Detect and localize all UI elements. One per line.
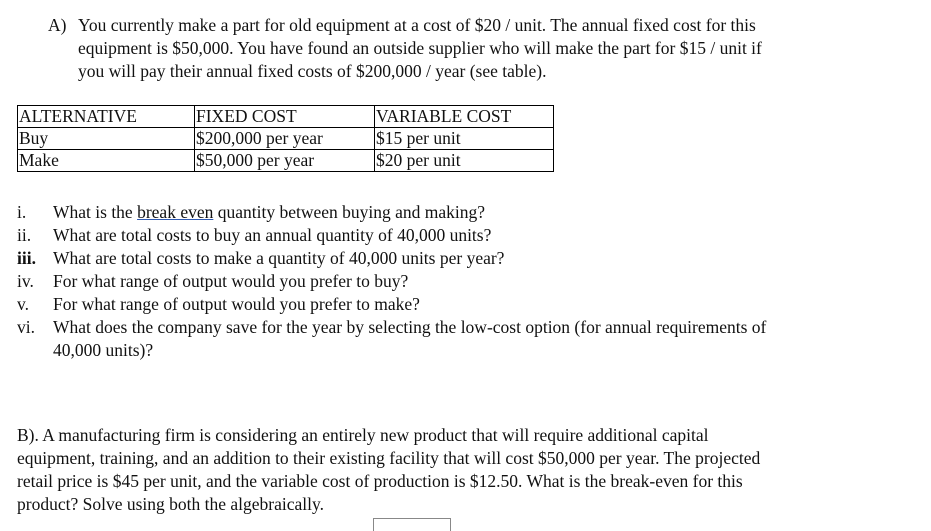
part-b-line-1: B). A manufacturing firm is considering an entirely new product that will require additional capital <box>17 425 709 445</box>
question-text: What are total costs to make a quantity of 40,000 units per year? <box>53 248 505 268</box>
cell-alternative: Buy <box>18 128 195 150</box>
question-text-cont: 40,000 units)? <box>53 340 154 360</box>
table-row <box>18 128 554 150</box>
question-text: For what range of output would you prefer to buy? <box>53 271 409 291</box>
question-text <box>53 201 485 224</box>
question-text: What are total costs to buy an annual quantity of 40,000 units? <box>53 225 492 245</box>
cost-table <box>17 105 554 172</box>
cell-alternative: Make <box>18 150 195 172</box>
header-variable-cost: VARIABLE COST <box>375 106 554 128</box>
cell-variable-cost: $20 per unit <box>375 150 554 172</box>
question-text: What does the company save for the year by selecting the low-cost option (for annual requirements of <box>53 317 767 337</box>
cell-variable-cost: $15 per unit <box>375 128 554 150</box>
question-number: iv. <box>17 271 34 291</box>
question-text-post: quantity between buying and making? <box>213 202 486 222</box>
question-number: ii. <box>17 225 32 245</box>
part-b-line-4: product? Solve using both the algebraically. <box>17 494 324 514</box>
header-alternative: ALTERNATIVE <box>18 106 195 128</box>
part-a-label: A) <box>48 15 67 35</box>
question-number: iii. <box>17 248 36 268</box>
part-a-line-2: equipment is $50,000. You have found an outside supplier who will make the part for $15 / unit if <box>78 38 762 58</box>
header-fixed-cost: FIXED COST <box>195 106 375 128</box>
part-a-line-3: you will pay their annual fixed costs of $200,000 / year (see table). <box>78 61 547 81</box>
table-header-row <box>18 106 554 128</box>
part-b-line-3: retail price is $45 per unit, and the variable cost of production is $12.50. What is the break-even for this <box>17 471 743 491</box>
part-b-line-2: equipment, training, and an addition to their existing facility that will cost $50,000 per year. The projected <box>17 448 761 468</box>
question-number: vi. <box>17 317 35 337</box>
question-text: For what range of output would you prefer to make? <box>53 294 420 314</box>
part-b <box>17 424 917 516</box>
cell-fixed-cost: $50,000 per year <box>195 150 375 172</box>
cell-fixed-cost: $200,000 per year <box>195 128 375 150</box>
question-number: i. <box>17 202 27 222</box>
cropped-object-edge <box>373 518 451 531</box>
question-text-pre: What is the <box>53 202 138 222</box>
break-even-underlined: break even <box>137 202 214 222</box>
question-number: v. <box>17 294 29 314</box>
table-row <box>18 150 554 172</box>
part-a-line-1: You currently make a part for old equipment at a cost of $20 / unit. The annual fixed cost for this <box>78 15 756 35</box>
